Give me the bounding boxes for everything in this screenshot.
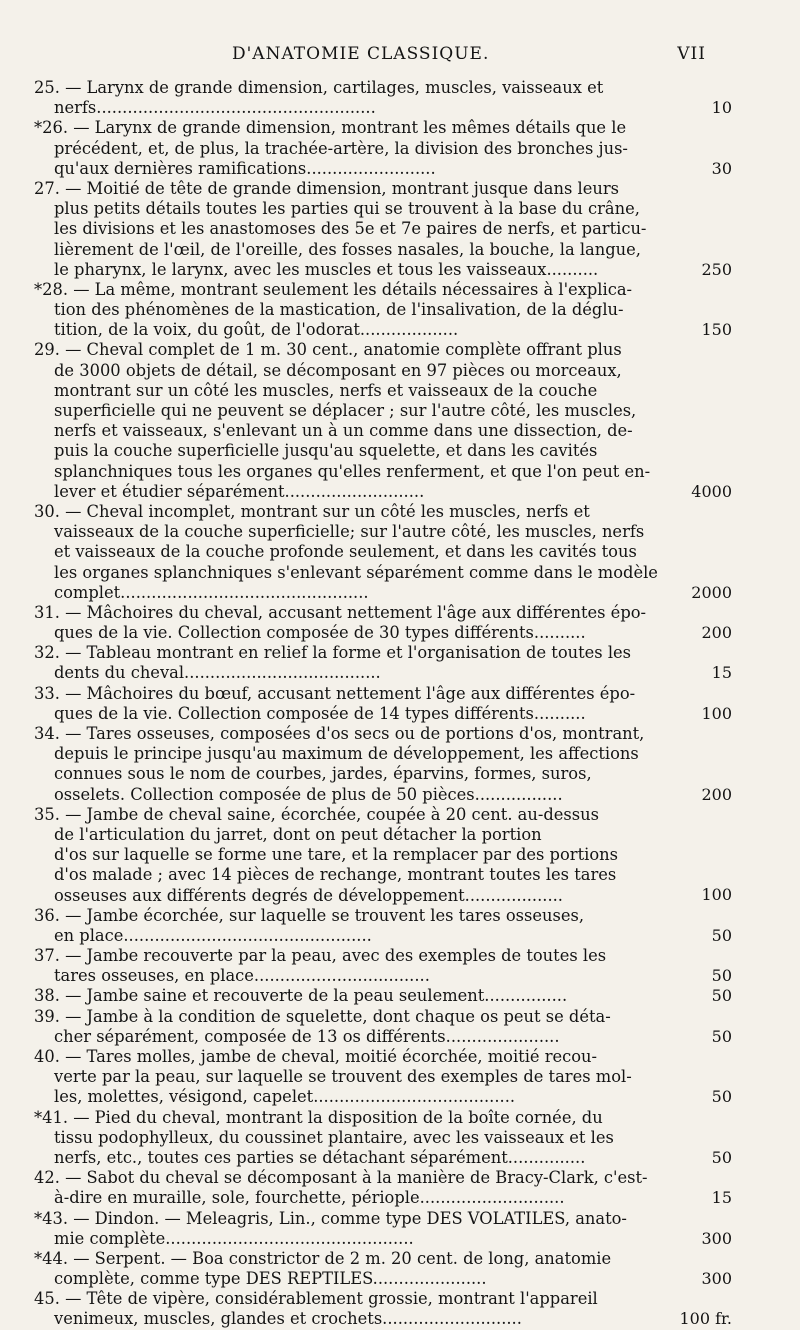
entry-line: 35. — Jambe de cheval saine, écorchée, coupée à 20 cent. au-dessus	[34, 804, 599, 824]
entry-line: de l'articulation du jarret, dont on peut détacher la portion	[54, 824, 542, 844]
entry-line: tion des phénomènes de la mastication, de l'insalivation, de la déglu-	[54, 300, 624, 320]
entry-line: complet................................................	[54, 582, 369, 602]
entry-line: d'os malade ; avec 14 pièces de rechange, montrant toutes les tares	[54, 865, 617, 885]
entry-line: dents du cheval......................................	[54, 663, 381, 683]
entry-price: 50	[711, 1147, 732, 1167]
entry-line: 30. — Cheval incomplet, montrant sur un côté les muscles, nerfs et	[34, 501, 590, 521]
entry-line: montrant sur un côté les muscles, nerfs et vaisseaux de la couche	[54, 380, 598, 400]
entry-price: 250	[701, 259, 732, 279]
entry-price: 30	[711, 158, 732, 178]
catalog-entry	[34, 178, 732, 280]
entry-price: 50	[711, 986, 732, 1006]
entry-price: 50	[711, 1026, 732, 1046]
entry-price: 15	[711, 663, 732, 683]
entry-price: 300	[701, 1269, 732, 1289]
catalog-entry	[34, 724, 732, 805]
entry-line: lever et étudier séparément...........................	[54, 481, 425, 501]
entry-line: 37. — Jambe recouverte par la peau, avec des exemples de toutes les	[34, 946, 607, 966]
entry-price: 200	[701, 784, 732, 804]
catalog-entry	[34, 118, 732, 179]
entry-line: complète, comme type DES REPTILES......................	[54, 1269, 487, 1289]
catalog-entry	[34, 1289, 732, 1329]
catalog-entry	[34, 602, 732, 643]
entry-line: nerfs et vaisseaux, s'enlevant un à un comme dans une dissection, de-	[54, 421, 633, 441]
entry-line: 40. — Tares molles, jambe de cheval, moitié écorchée, moitié recou-	[34, 1047, 598, 1066]
entry-line: 45. — Tête de vipère, considérablement grossie, montrant l'appareil	[34, 1289, 598, 1309]
page-number: VII	[677, 44, 706, 64]
entry-line: tition, de la voix, du goût, de l'odorat...................	[54, 320, 459, 340]
catalog-entry	[34, 1006, 732, 1047]
entry-line: 29. — Cheval complet de 1 m. 30 cent., anatomie complète offrant plus	[34, 340, 622, 360]
catalog-entry	[34, 1168, 732, 1208]
catalog-entry	[34, 1047, 732, 1108]
entry-line: ques de la vie. Collection composée de 14 types différents..........	[54, 703, 586, 723]
catalog-entry	[34, 946, 732, 986]
catalog-entry	[34, 986, 732, 1006]
running-title: D'ANATOMIE CLASSIQUE.	[232, 44, 490, 64]
entry-line: d'os sur laquelle se forme une tare, et la remplacer par des portions	[54, 845, 618, 865]
catalog-entry	[34, 804, 732, 906]
entry-line: 27. — Moitié de tête de grande dimension, montrant jusque dans leurs	[34, 178, 619, 198]
catalog-entry	[34, 683, 732, 724]
entry-line: 32. — Tableau montrant en relief la forme et l'organisation de toutes les	[34, 643, 632, 663]
entry-price: 50	[711, 966, 732, 986]
entry-line: vaisseaux de la couche superficielle; sur l'autre côté, les muscles, nerfs	[54, 522, 645, 542]
entry-price: 4000	[691, 481, 732, 501]
entry-line: tissu podophylleux, du coussinet plantaire, avec les vaisseaux et les	[54, 1127, 614, 1147]
entry-line: tares osseuses, en place..................................	[54, 966, 430, 986]
entry-line: verte par la peau, sur laquelle se trouvent des exemples de tares mol-	[54, 1067, 632, 1087]
entry-line: puis la couche superficielle jusqu'au squelette, et dans les cavités	[54, 441, 598, 461]
entry-line: connues sous le nom de courbes, jardes, éparvins, formes, suros,	[54, 764, 592, 784]
catalog-entry	[34, 501, 732, 603]
catalog-entry	[34, 1208, 732, 1249]
entry-price: 10	[711, 98, 732, 118]
catalog-entries	[34, 78, 732, 1330]
entry-line: ques de la vie. Collection composée de 30 types différents..........	[54, 623, 586, 643]
page-header	[0, 44, 800, 68]
entry-price: 2000	[691, 582, 732, 602]
entry-price: 100	[701, 885, 732, 905]
entry-line: osselets. Collection composée de plus de 50 pièces.................	[54, 784, 563, 804]
entry-line: 42. — Sabot du cheval se décomposant à la manière de Bracy-Clark, c'est-	[34, 1168, 648, 1188]
entry-line: *41. — Pied du cheval, montrant la disposition de la boîte cornée, du	[34, 1107, 603, 1127]
entry-line: nerfs......................................................	[54, 98, 376, 118]
entry-line: lièrement de l'œil, de l'oreille, des fosses nasales, la bouche, la langue,	[54, 239, 641, 259]
entry-line: depuis le principe jusqu'au maximum de développement, les affections	[54, 744, 639, 764]
entry-price: 50	[711, 1087, 732, 1107]
entry-line: 25. — Larynx de grande dimension, cartilages, muscles, vaisseaux et	[34, 78, 604, 97]
entry-line: à-dire en muraille, sole, fourchette, périople............................	[54, 1188, 565, 1208]
entry-line: 33. — Mâchoires du bœuf, accusant nettement l'âge aux différentes épo-	[34, 683, 636, 703]
entry-line: les organes splanchniques s'enlevant séparément comme dans le modèle	[54, 562, 658, 582]
entry-line: 31. — Mâchoires du cheval, accusant nettement l'âge aux différentes épo-	[34, 602, 647, 622]
catalog-entry	[34, 78, 732, 118]
catalog-entry	[34, 1248, 732, 1289]
entry-line: de 3000 objets de détail, se décomposant en 97 pièces ou morceaux,	[54, 360, 622, 380]
entry-line: *28. — La même, montrant seulement les détails nécessaires à l'explica-	[34, 279, 633, 299]
entry-price: 50	[711, 925, 732, 945]
entry-line: splanchniques tous les organes qu'elles renferment, et que l'on peut en-	[54, 461, 651, 481]
entry-price: 100	[701, 703, 732, 723]
entry-line: 34. — Tares osseuses, composées d'os secs ou de portions d'os, montrant,	[34, 724, 645, 743]
catalog-entry	[34, 1107, 732, 1169]
entry-line: 38. — Jambe saine et recouverte de la peau seulement................	[34, 986, 568, 1006]
entry-line: *43. — Dindon. — Meleagris, Lin., comme type DES VOLATILES, anato-	[34, 1208, 627, 1228]
entry-line: les, molettes, vésigond, capelet.......................................	[54, 1087, 516, 1107]
entry-line: plus petits détails toutes les parties qui se trouvent à la base du crâne,	[54, 199, 640, 219]
entry-line: qu'aux dernières ramifications.........................	[54, 158, 436, 178]
entry-line: en place................................................	[54, 925, 372, 945]
entry-line: précédent, et, de plus, la trachée-artère, la division des bronches jus-	[54, 138, 628, 158]
entry-line: *44. — Serpent. — Boa constrictor de 2 m. 20 cent. de long, anatomie	[34, 1248, 612, 1268]
entry-price: 15	[711, 1188, 732, 1208]
entry-price: 150	[701, 320, 732, 340]
entry-line: le pharynx, le larynx, avec les muscles et tous les vaisseaux..........	[54, 259, 599, 279]
entry-line: et vaisseaux de la couche profonde seulement, et dans les cavités tous	[54, 542, 637, 562]
entry-line: 39. — Jambe à la condition de squelette, dont chaque os peut se déta-	[34, 1006, 611, 1026]
catalog-entry	[34, 643, 732, 683]
catalog-entry	[34, 340, 732, 502]
entry-price: 300	[701, 1228, 732, 1248]
entry-line: *26. — Larynx de grande dimension, montrant les mêmes détails que le	[34, 118, 627, 138]
entry-price: 200	[701, 623, 732, 643]
entry-line: nerfs, etc., toutes ces parties se détachant séparément...............	[54, 1147, 586, 1167]
catalog-entry	[34, 905, 732, 946]
entry-line: superficielle qui ne peuvent se déplacer ; sur l'autre côté, les muscles,	[54, 401, 637, 420]
entry-line: cher séparément, composée de 13 os différents......................	[54, 1026, 560, 1046]
entry-price: 100 fr.	[679, 1309, 732, 1329]
catalog-entry	[34, 279, 732, 341]
entry-line: les divisions et les anastomoses des 5e et 7e paires de nerfs, et particu-	[54, 219, 647, 239]
entry-line: 36. — Jambe écorchée, sur laquelle se trouvent les tares osseuses,	[34, 905, 585, 925]
entry-line: mie complète................................................	[54, 1228, 414, 1248]
entry-line: osseuses aux différents degrés de développement...................	[54, 885, 563, 905]
entry-line: venimeux, muscles, glandes et crochets...........................	[54, 1309, 522, 1329]
